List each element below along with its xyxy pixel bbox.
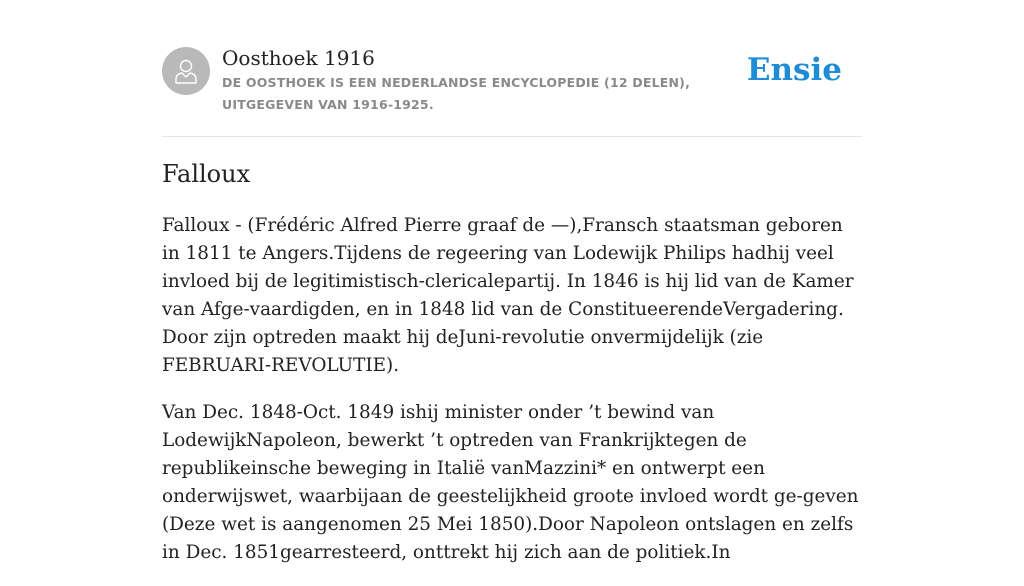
entry-paragraph: Van Dec. 1848-Oct. 1849 ishij minister onder ’t bewind van LodewijkNapoleon, bewerkt ’t optreden van Frankrijktegen de republikeinsche beweging in Italië vanMazzini* en ontwerpt een onderwijswet, waarbijaan de geestelijkheid groote invloed wordt ge-geven (Deze wet is aangenomen 25 Mei 1850).Door Napoleon ontslagen en zelfs in Dec. 1851gearresteerd, onttrekt hij zich aan de politiek.In	[162, 402, 859, 563]
user-icon	[171, 56, 201, 86]
ensie-logo-link[interactable]: Ensie	[746, 52, 842, 88]
source-header	[162, 44, 862, 137]
source-avatar[interactable]	[162, 47, 210, 95]
entry-title: Falloux	[162, 160, 251, 188]
entry-body	[162, 212, 862, 586]
entry-paragraph: Falloux - (Frédéric Alfred Pierre graaf de —),Fransch staatsman geboren in 1811 te Angers.Tijdens de regeering van Lodewijk Philips hadhij veel invloed bij de legitimistisch-clericalepartij. In 1846 is hij lid van de Kamer van Afge-vaardigden, en in 1848 lid van de ConstitueerendeVergadering. Door zijn optreden maakt hij deJuni-revolutie onvermijdelijk (zie FEBRUARI-REVOLUTIE).	[162, 215, 854, 376]
source-description: DE OOSTHOEK IS EEN NEDERLANDSE ENCYCLOPEDIE (12 DELEN), UITGEGEVEN VAN 1916-1925.	[222, 75, 691, 112]
source-title[interactable]: Oosthoek 1916	[222, 46, 375, 70]
